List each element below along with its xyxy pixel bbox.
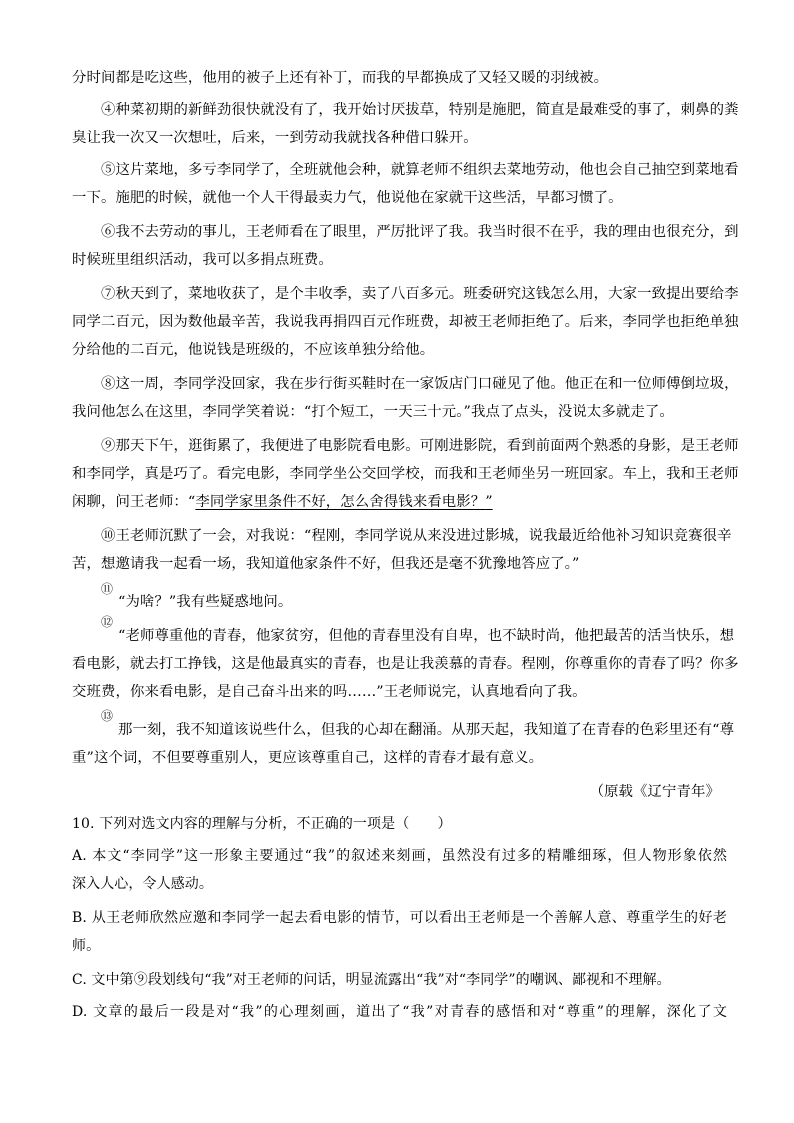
paragraph-11: “为啥？”我有些疑惑地问。 bbox=[118, 594, 293, 610]
option-c: C. 文中第⑨段划线句“我”对王老师的问话，明显流露出“我”对“李同学”的嘲讽、鄙视和不理解。 bbox=[72, 972, 671, 988]
option-a-line-1: A. 本文“李同学”这一形象主要通过“我”的叙述来刻画，虽然没有过多的精雕细琢，但人物形象依然 bbox=[72, 848, 727, 864]
paragraph-4-line-1: ④种菜初期的新鲜劲很快就没有了，我开始讨厌拔草，特别是施肥，简直是最难受的事了，刺鼻的粪 bbox=[101, 102, 739, 118]
paragraph-5-line-1: ⑤这片菜地，多亏李同学了，全班就他会种，就算老师不组织去菜地劳动，他也会自己抽空到菜地看 bbox=[101, 162, 739, 178]
paragraph-7-line-3: 分给他的二百元，他说钱是班级的，不应该单独分给他。 bbox=[72, 342, 435, 358]
paragraph-6-line-1: ⑥我不去劳动的事儿，王老师看在了眼里，严厉批评了我。我当时很不在乎，我的理由也很充分，到 bbox=[101, 224, 739, 240]
paragraph-9-line-3 bbox=[72, 492, 727, 512]
paragraph-13-line-1: 那一刻，我不知道该说些什么，但我的心却在翻涌。从那天起，我知道了在青春的色彩里还有“尊 bbox=[118, 722, 735, 738]
paragraph-13-line-2: 重”这个词，不但要尊重别人，更应该尊重自己，这样的青春才最有意义。 bbox=[72, 750, 544, 766]
paragraph-5-line-2: 一下。施肥的时候，就他一个人干得最卖力气，他说他在家就干这些活，早都习惯了。 bbox=[72, 190, 623, 206]
source-note: （原载《辽宁青年》 bbox=[589, 784, 720, 800]
paragraph-12-line-1: “老师尊重他的青春，他家贫穷，但他的青春里没有自卑，也不缺时尚，他把最苦的活当快乐，想 bbox=[118, 628, 735, 644]
paragraph-9-text: 闲聊，问王老师：“ bbox=[72, 494, 196, 510]
option-a-line-2: 深入人心，令人感动。 bbox=[72, 876, 213, 892]
paragraph-7-line-1: ⑦秋天到了，菜地收获了，是个丰收季，卖了八百多元。班委研究这钱怎么用，大家一致提出要给李 bbox=[101, 286, 739, 302]
paragraph-7-line-2: 同学二百元，因为数他最辛苦，我说我再捐四百元作班费，却被王老师拒绝了。后来，李同学也拒绝单独 bbox=[72, 314, 739, 330]
passage-line: 分时间都是吃这些，他用的被子上还有补丁，而我的早都换成了又轻又暖的羽绒被。 bbox=[72, 70, 609, 86]
paragraph-12-line-3: 交班费，你来看电影，是自己奋斗出来的吗……”王老师说完，认真地看向了我。 bbox=[72, 684, 587, 700]
closing-quote: ” bbox=[485, 494, 493, 510]
paragraph-6-line-2: 时候班里组织活动，我可以多捐点班费。 bbox=[72, 252, 333, 268]
circled-number-12: ⑫ bbox=[101, 615, 114, 629]
paragraph-9-line-1: ⑨那天下午，逛街累了，我便进了电影院看电影。可刚进影院，看到前面两个熟悉的身影，是王老师 bbox=[101, 438, 739, 454]
paragraph-10-line-2: 苦，想邀请我一起看一场，我知道他家条件不好，但我还是毫不犹豫地答应了。” bbox=[72, 556, 580, 572]
paragraph-9-line-2: 和李同学，真是巧了。看完电影，李同学坐公交回学校，而我和王老师坐另一班回家。车上，我和王老师 bbox=[72, 466, 739, 482]
paragraph-8-line-1: ⑧这一周，李同学没回家，我在步行街买鞋时在一家饭店门口碰见了他。他正在和一位师傅倒垃圾， bbox=[101, 376, 739, 392]
paragraph-10-line-1: ⑩王老师沉默了一会，对我说：“程刚，李同学说从来没进过影城，说我最近给他补习知识竞赛很辛 bbox=[101, 528, 732, 544]
question-stem: 10. 下列对选文内容的理解与分析，不正确的一项是（ ） bbox=[72, 816, 452, 832]
option-b-line-1: B. 从王老师欣然应邀和李同学一起去看电影的情节，可以看出王老师是一个善解人意、尊重学生的好老 bbox=[72, 910, 727, 926]
paragraph-8-line-2: 我问他怎么在这里，李同学笑着说：“打个短工，一天三十元。”我点了点头，没说太多就走了。 bbox=[72, 404, 674, 420]
paragraph-12-line-2: 看电影，就去打工挣钱，这是他最真实的青春，也是让我羡慕的青春。程刚，你尊重你的青春了吗？你多 bbox=[72, 656, 739, 672]
option-d-line-1: D. 文章的最后一段是对“我”的心理刻画，道出了“我”对青春的感悟和对“尊重”的理解，深化了文 bbox=[72, 1004, 727, 1020]
option-b-line-2: 师。 bbox=[72, 938, 101, 954]
underlined-sentence: 李同学家里条件不好，怎么舍得钱来看电影？ bbox=[195, 494, 486, 510]
paragraph-4-line-2: 臭让我一次又一次想吐，后来，一到劳动我就找各种借口躲开。 bbox=[72, 130, 478, 146]
circled-number-11: ⑪ bbox=[101, 582, 114, 596]
circled-number-13: ⑬ bbox=[101, 709, 114, 723]
